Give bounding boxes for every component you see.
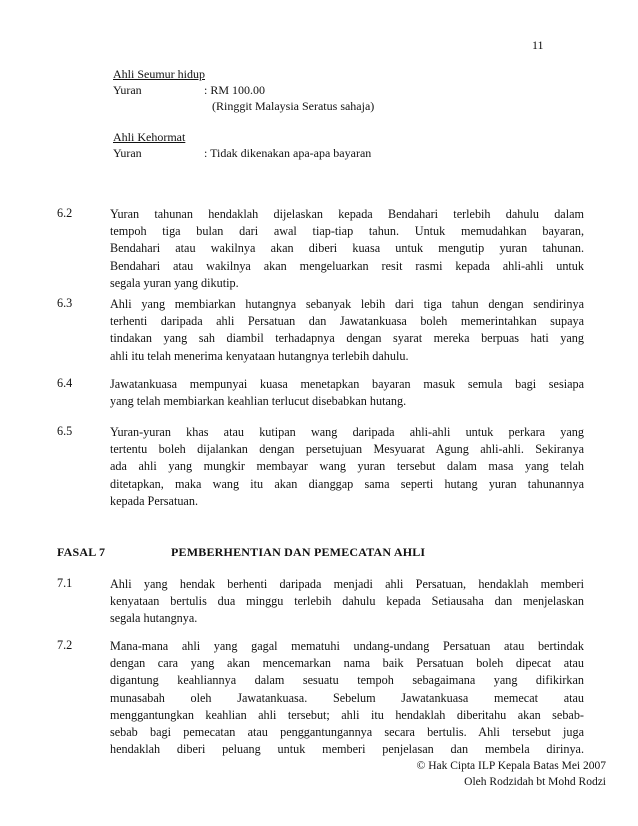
- paragraph-line: menggantungkan keahlian ahli tersebut; ahli itu hendaklah diberitahu akan sebab-: [110, 707, 584, 722]
- section-number: 6.4: [57, 376, 73, 390]
- paragraph-line: yang telah membiarkan keahlian terlucut disebabkan hutang.: [110, 394, 407, 409]
- paragraph-line: Yuran tahunan hendaklah dijelaskan kepada Bendahari terlebih dahulu dalam: [110, 207, 584, 221]
- paragraph-line: hendaklah diberi peluang untuk memberi penjelasan dan membela dirinya.: [110, 742, 584, 757]
- paragraph-line: munasabah oleh Jawatankuasa. Sebelum Jawatankuasa memecat atau: [110, 690, 584, 705]
- membership-fee-label: Yuran: [113, 83, 142, 97]
- section-number: 7.1: [57, 576, 73, 590]
- paragraph-line: Ahli yang membiarkan hutangnya sebanyak lebih dari tiga tahun dengan sendirinya: [110, 297, 584, 311]
- section-number: 7.2: [57, 638, 73, 652]
- section-paragraph: [110, 638, 584, 758]
- paragraph-line: Yuran-yuran khas atau kutipan wang daripada ahli-ahli untuk perkara yang: [110, 425, 584, 439]
- paragraph-line: Jawatankuasa mempunyai kuasa menetapkan bayaran masuk semula bagi sesiapa: [110, 377, 584, 391]
- paragraph-line: ahli itu telah menerima kenyataan hutangnya terlebih dahulu.: [110, 348, 409, 363]
- membership-fee-note: (Ringgit Malaysia Seratus sahaja): [212, 99, 375, 113]
- section-paragraph: [110, 376, 584, 410]
- paragraph-line: sebab bagi pemecatan atau penggantungannya secara bertulis. Ahli tersebut juga: [110, 724, 584, 739]
- section-paragraph: [110, 296, 584, 365]
- paragraph-line: segala hutangnya.: [110, 611, 198, 626]
- section-number: 6.5: [57, 424, 73, 438]
- membership-fee-value: : Tidak dikenakan apa-apa bayaran: [204, 146, 372, 160]
- paragraph-line: tertentu boleh dijalankan dengan persetujuan Mesyuarat Agung ahli-ahli. Sekiranya: [110, 442, 584, 457]
- paragraph-line: dengan cara yang akan mencemarkan nama baik Persatuan boleh dipecat atau: [110, 656, 584, 671]
- paragraph-line: kenyataan bertulis dua minggu terlebih dahulu kepada Setiausaha dan menjelaskan: [110, 594, 584, 609]
- page-number: 11: [532, 38, 544, 52]
- section-number: 6.2: [57, 206, 73, 220]
- paragraph-line: Ahli yang hendak berhenti daripada menjadi ahli Persatuan, hendaklah memberi: [110, 577, 584, 591]
- paragraph-line: kepada Persatuan.: [110, 493, 198, 508]
- section-paragraph: [110, 576, 584, 628]
- paragraph-line: ada ahli yang mungkir membayar wang yuran tersebut dalam masa yang telah: [110, 459, 584, 474]
- paragraph-line: digantung keahliannya dalam sesuatu tempoh sebagaimana yang difikirkan: [110, 673, 584, 688]
- paragraph-line: segala yuran yang dikutip.: [110, 275, 239, 290]
- chapter-label: FASAL 7: [57, 545, 106, 559]
- paragraph-line: tindakan yang sah diambil terhadapnya dengan syarat mereka berpuas hati yang: [110, 331, 584, 346]
- section-paragraph: [110, 424, 584, 510]
- footer-author: Oleh Rodzidah bt Mohd Rodzi: [464, 776, 606, 788]
- membership-title: Ahli Seumur hidup: [113, 67, 205, 81]
- paragraph-line: Bendahari atau wakilnya akan diberi kuasa untuk mengutip yuran tahunan.: [110, 241, 584, 256]
- paragraph-line: ditetapkan, maka wang itu akan dianggap sama seperti hutang yuran tahunannya: [110, 476, 584, 491]
- paragraph-line: Bendahari atau wakilnya akan mengeluarkan resit rasmi kepada ahli-ahli untuk: [110, 258, 584, 273]
- section-number: 6.3: [57, 296, 73, 310]
- chapter-title: PEMBERHENTIAN DAN PEMECATAN AHLI: [171, 545, 426, 559]
- paragraph-line: Mana-mana ahli yang gagal mematuhi undang-undang Persatuan atau bertindak: [110, 639, 584, 653]
- footer-copyright: © Hak Cipta ILP Kepala Batas Mei 2007: [416, 760, 606, 772]
- membership-fee-value: : RM 100.00: [204, 83, 266, 97]
- membership-fee-label: Yuran: [113, 146, 142, 160]
- paragraph-line: tempoh tiga bulan dari awal tiap-tiap tahun. Untuk memudahkan bayaran,: [110, 224, 584, 239]
- membership-title: Ahli Kehormat: [113, 130, 186, 144]
- paragraph-line: terhenti daripada ahli Persatuan dan Jawatankuasa boleh memerintahkan supaya: [110, 314, 584, 329]
- section-paragraph: [110, 206, 584, 292]
